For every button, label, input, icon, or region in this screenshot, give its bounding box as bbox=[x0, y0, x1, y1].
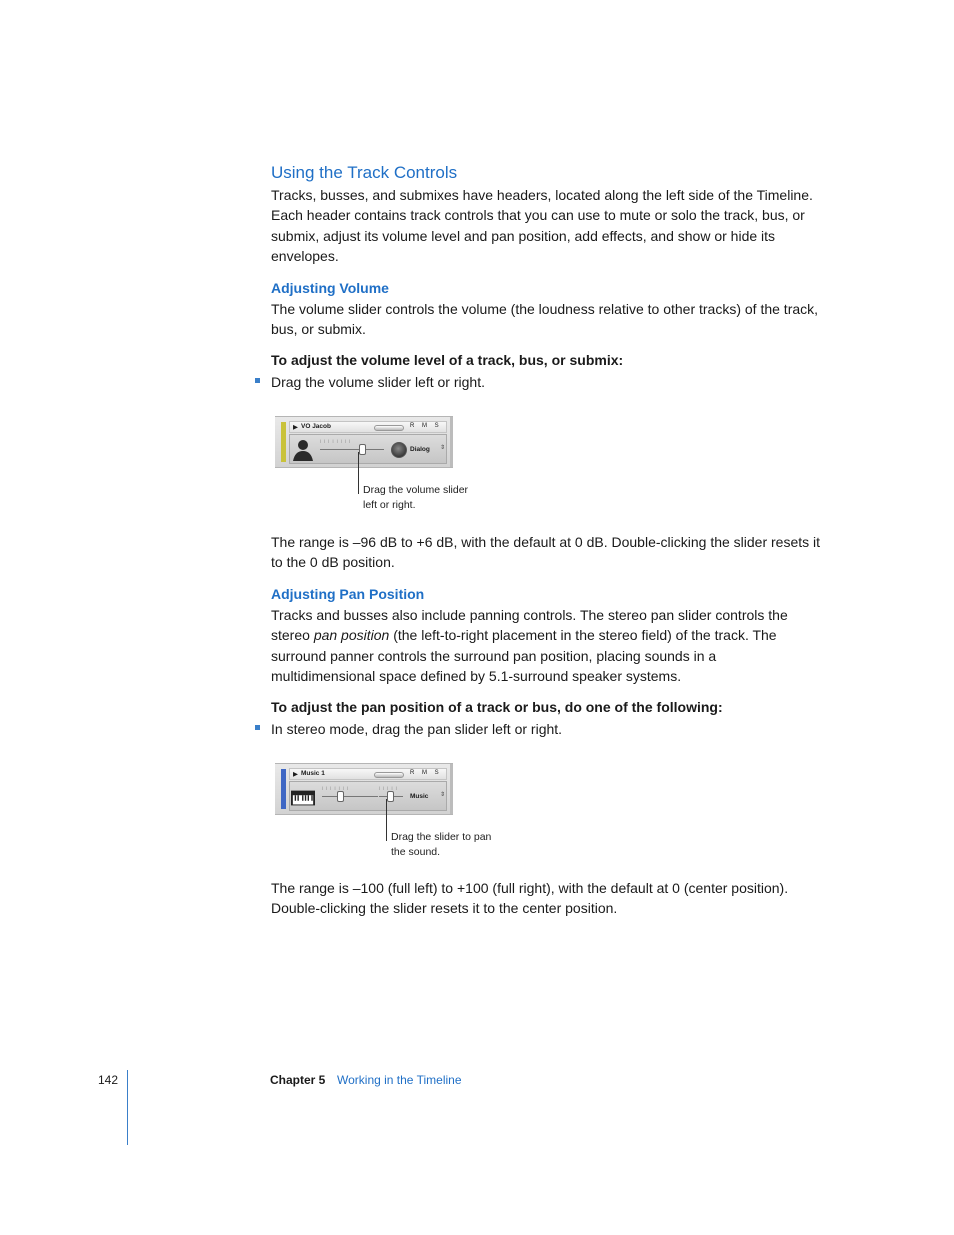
track-control-panel bbox=[289, 781, 447, 811]
footer-chapter-title: Working in the Timeline bbox=[337, 1073, 462, 1087]
caption-line: the sound. bbox=[391, 846, 441, 858]
pan-figure-caption bbox=[391, 830, 491, 860]
pan-task: To adjust the pan position of a track or bus, do one of the following: bbox=[271, 699, 723, 715]
page-number: 142 bbox=[98, 1073, 119, 1087]
track-buttons[interactable]: R M S bbox=[410, 770, 442, 776]
header-edge bbox=[450, 764, 453, 814]
track-header-figure-volume bbox=[275, 416, 453, 468]
track-buttons[interactable]: R M S bbox=[410, 423, 442, 429]
pan-body-italic: pan position bbox=[313, 627, 390, 644]
volume-slider-knob[interactable] bbox=[359, 444, 366, 455]
callout-line bbox=[386, 799, 387, 841]
slider-ticks: | | | | | | | bbox=[322, 785, 349, 790]
popup-arrows-icon[interactable]: ⇕ bbox=[440, 445, 446, 451]
footer-chapter: Chapter 5 bbox=[270, 1073, 326, 1087]
track-type-label[interactable]: Music bbox=[410, 793, 429, 800]
pan-heading: Adjusting Pan Position bbox=[271, 586, 425, 602]
track-color-stripe bbox=[281, 769, 286, 809]
pan-body bbox=[271, 605, 823, 687]
pan-slider-ticks: | | | | | bbox=[379, 785, 398, 790]
volume-figure-caption bbox=[363, 483, 468, 513]
volume-range: The range is –96 dB to +6 dB, with the default at 0 dB. Double-clicking the slider resets it to the 0 dB position. bbox=[271, 534, 821, 571]
track-color-stripe bbox=[281, 422, 286, 462]
track-name-bar bbox=[289, 421, 447, 433]
level-meter bbox=[374, 425, 404, 431]
bullet-icon bbox=[255, 725, 260, 730]
callout-line bbox=[358, 452, 359, 494]
section-intro: Tracks, busses, and submixes have headers, located along the left side of the Timeline. Each header contains track controls that you can use to mute or solo the track, bus, or submix, adjust its volume level and pan position, add effects, and show or hide its envelopes. bbox=[271, 187, 813, 265]
pan-bullet: In stereo mode, drag the pan slider left or right. bbox=[271, 721, 563, 737]
section-title: Using the Track Controls bbox=[271, 163, 458, 182]
pan-body-text: (the left-to-right placement in the stereo field) of the track. The surround panner controls the surround pan position, placing sounds in a multidimensional space defined by 5.1-surround speaker systems. bbox=[271, 627, 777, 685]
volume-slider-track[interactable] bbox=[320, 449, 384, 450]
volume-slider-knob[interactable] bbox=[337, 791, 344, 802]
keyboard-icon bbox=[291, 786, 315, 810]
volume-heading: Adjusting Volume bbox=[271, 280, 389, 296]
track-name: VO Jacob bbox=[301, 423, 331, 430]
pan-dial[interactable] bbox=[391, 442, 407, 458]
volume-task: To adjust the volume level of a track, bus, or submix: bbox=[271, 352, 624, 368]
bullet-icon bbox=[255, 378, 260, 383]
track-type-label[interactable]: Dialog bbox=[410, 446, 430, 453]
header-edge bbox=[450, 417, 453, 467]
person-icon bbox=[291, 437, 315, 461]
pan-body-text: Tracks and busses also include panning controls. The stereo pan slider controls the stereo bbox=[271, 607, 788, 644]
caption-line: Drag the slider to pan bbox=[391, 831, 492, 843]
pan-slider-knob[interactable] bbox=[387, 791, 394, 802]
footer-divider bbox=[127, 1070, 128, 1145]
disclosure-triangle-icon[interactable]: ▶ bbox=[293, 424, 298, 431]
slider-ticks: | | | | | | | | bbox=[320, 438, 352, 443]
disclosure-triangle-icon[interactable]: ▶ bbox=[293, 771, 298, 778]
caption-line: Drag the volume slider bbox=[363, 484, 469, 496]
track-control-panel bbox=[289, 434, 447, 464]
caption-line: left or right. bbox=[363, 499, 416, 511]
volume-slider-track[interactable] bbox=[322, 796, 378, 797]
track-header-figure-pan bbox=[275, 763, 453, 815]
track-name-bar bbox=[289, 768, 447, 780]
popup-arrows-icon[interactable]: ⇕ bbox=[440, 792, 446, 798]
volume-bullet: Drag the volume slider left or right. bbox=[271, 374, 485, 390]
track-name: Music 1 bbox=[301, 770, 325, 777]
volume-body: The volume slider controls the volume (the loudness relative to other tracks) of the track, bus, or submix. bbox=[271, 301, 819, 338]
level-meter bbox=[374, 772, 404, 778]
pan-range: The range is –100 (full left) to +100 (full right), with the default at 0 (center position). Double-clicking the slider resets it to the center position. bbox=[271, 880, 789, 917]
